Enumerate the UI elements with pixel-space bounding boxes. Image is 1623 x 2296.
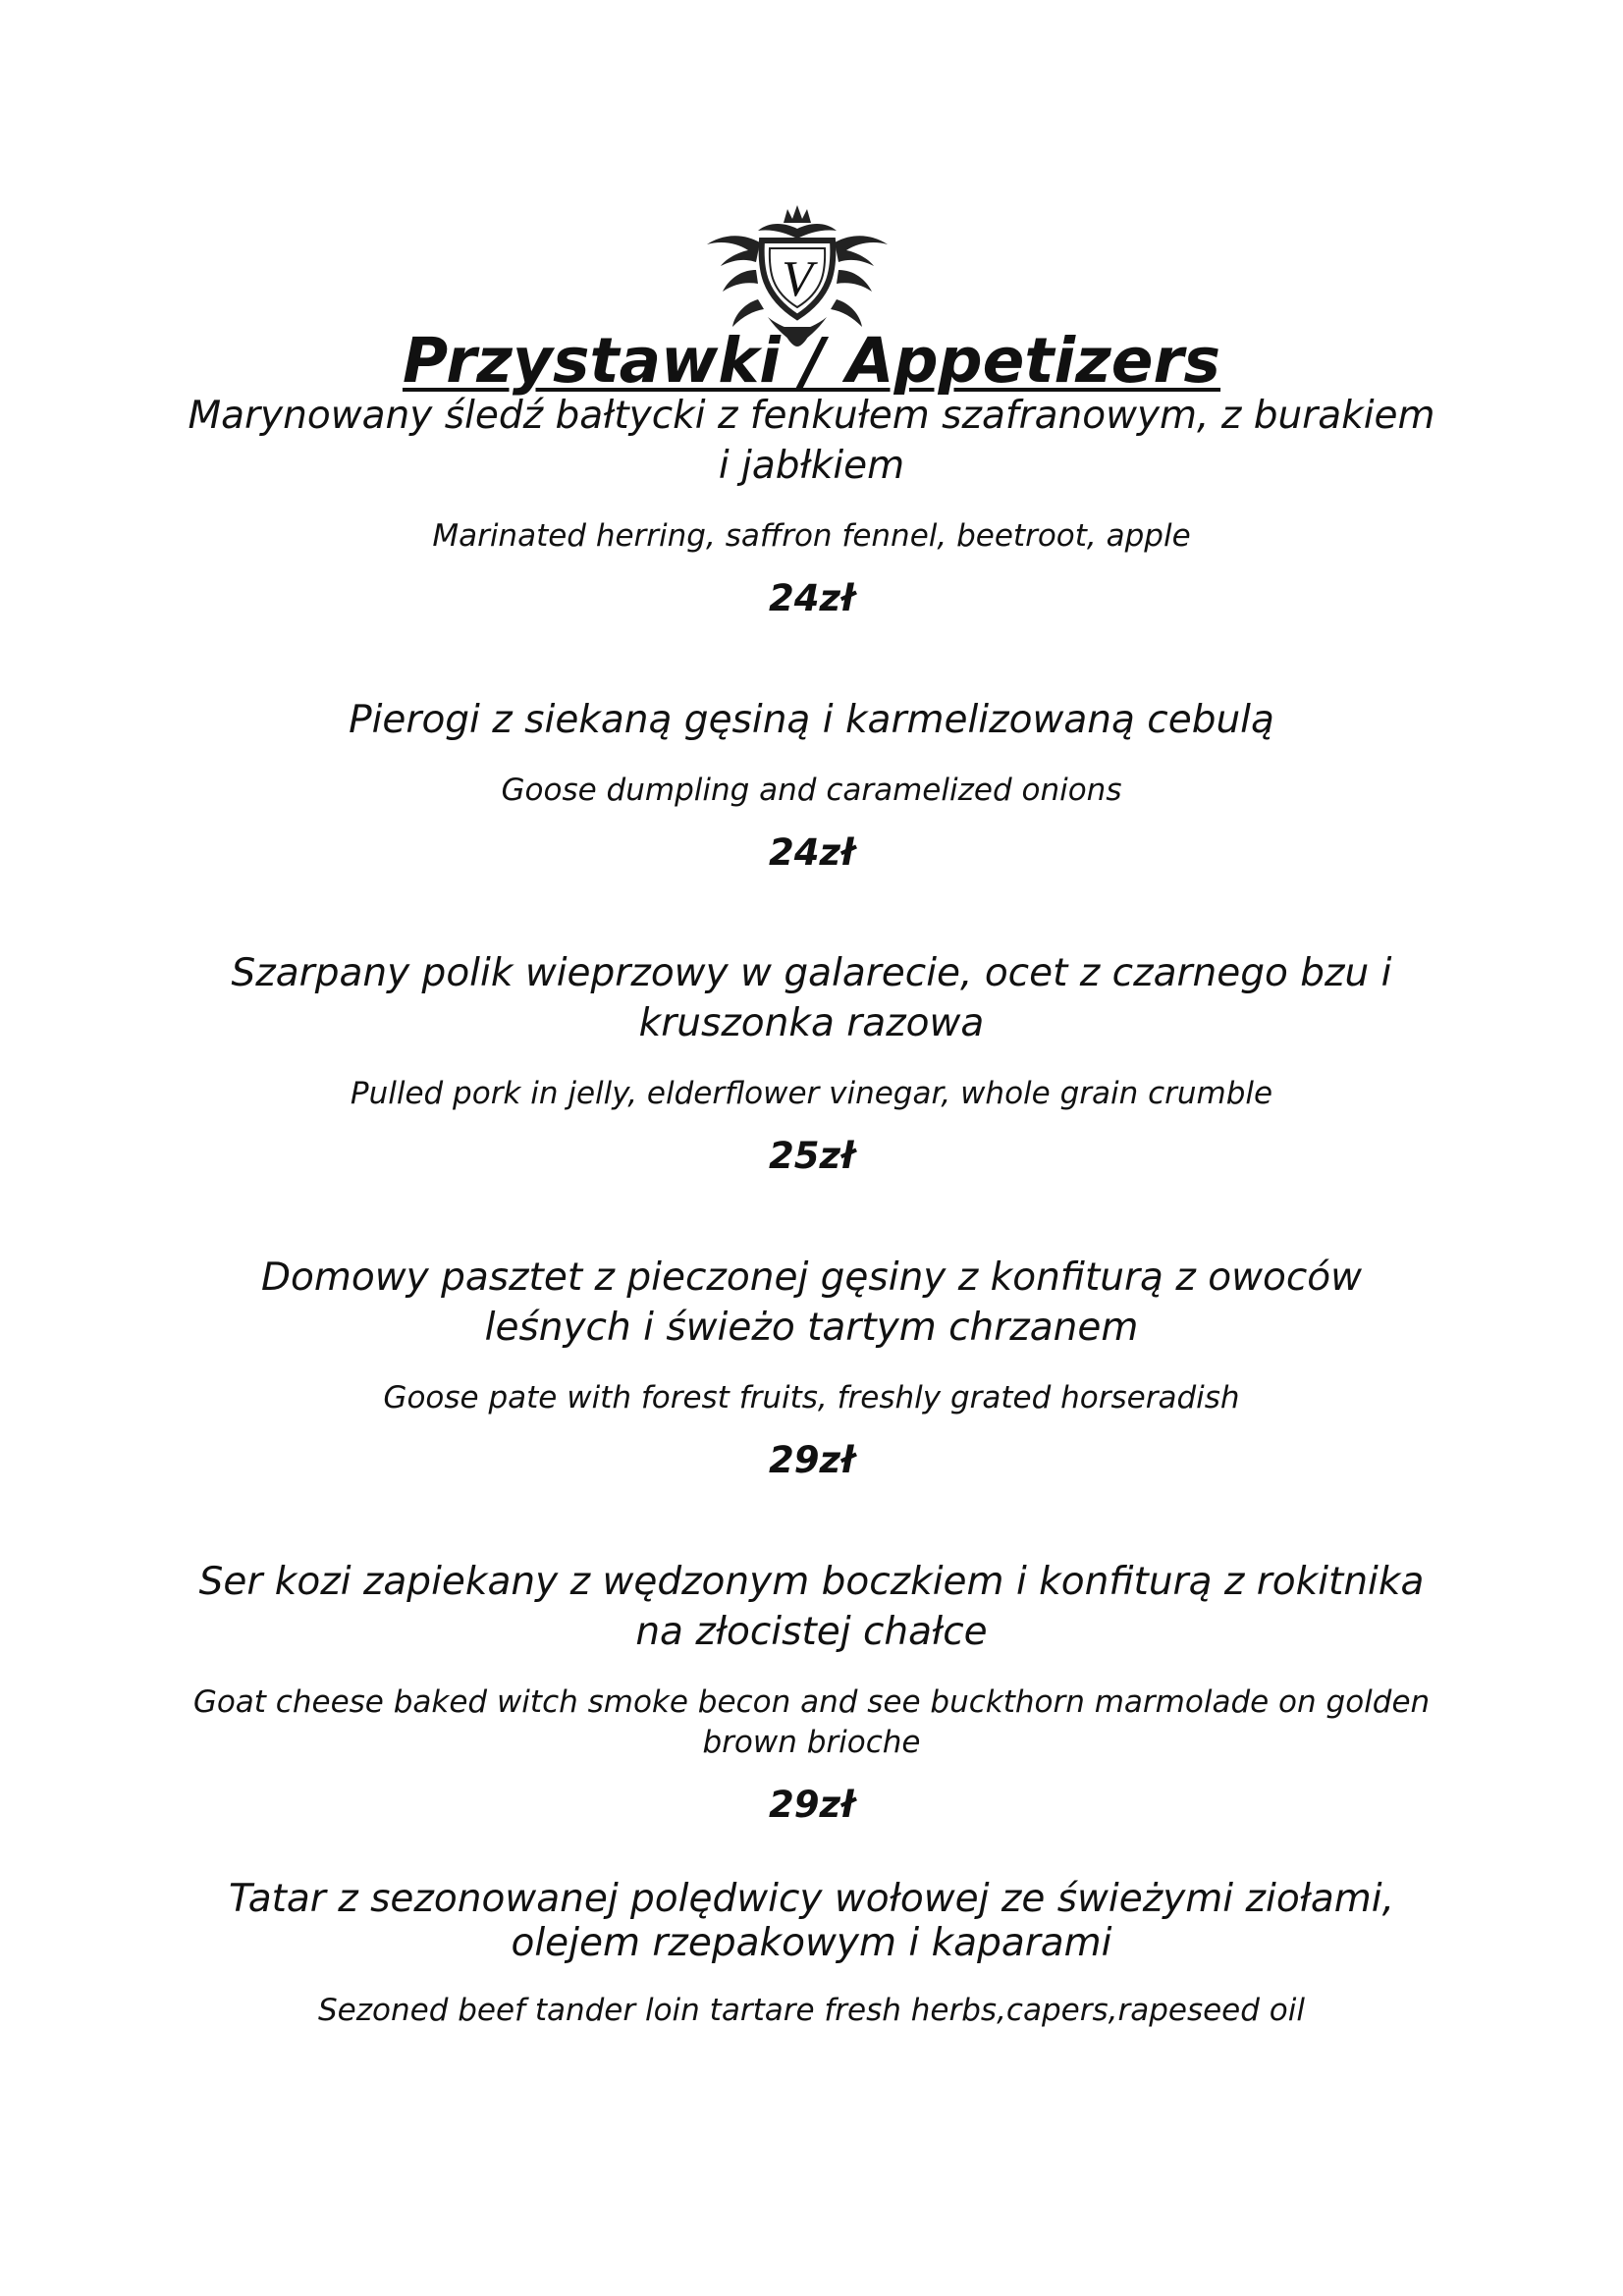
- dish-price: 24zł: [769, 577, 854, 619]
- dish-name-en: Goat cheese baked witch smoke becon and see buckthorn marmolade on golden brown brioche: [192, 1684, 1431, 1760]
- dish-name-en: Goose dumpling and caramelized onions: [501, 773, 1122, 808]
- menu-item: [0, 1557, 1623, 1829]
- dish-name-pl: Ser kozi zapiekany z wędzonym boczkiem i konfiturą z rokitnika na złocistej chałce: [198, 1560, 1425, 1654]
- menu-item: [0, 948, 1623, 1180]
- dish-name-pl: Pierogi z siekaną gęsiną i karmelizowaną cebulą: [349, 698, 1274, 742]
- page-title: Przystawki / Appetizers: [402, 325, 1221, 397]
- dish-price: 29zł: [769, 1439, 854, 1481]
- menu-item: [0, 391, 1623, 622]
- dish-price: 29zł: [769, 1784, 854, 1826]
- dish-name-pl: Szarpany polik wieprzowy w galarecie, ocet z czarnego bzu i kruszonka razowa: [231, 951, 1392, 1045]
- dish-price: 24zł: [769, 831, 854, 874]
- menu-item: [0, 1877, 1623, 2031]
- dish-name-en: Sezoned beef tander loin tartare fresh herbs,capers,rapeseed oil: [318, 1993, 1305, 2028]
- dish-name-pl: Tatar z sezonowanej polędwicy wołowej ze świeżymi ziołami, olejem rzepakowym i kaparami: [228, 1877, 1395, 1965]
- menu-item: [0, 1253, 1623, 1484]
- dish-name-pl: Domowy pasztet z pieczonej gęsiny z konfiturą z owoców leśnych i świeżo tartym chrzanem: [260, 1255, 1363, 1350]
- menu-item: [0, 695, 1623, 877]
- dish-name-pl: Marynowany śledź bałtycki z fenkułem szafranowym, z burakiem i jabłkiem: [188, 394, 1435, 488]
- logo-letter: V: [782, 251, 813, 307]
- dish-name-en: Pulled pork in jelly, elderflower vinegar, whole grain crumble: [350, 1076, 1273, 1111]
- dish-name-en: Goose pate with forest fruits, freshly grated horseradish: [383, 1380, 1240, 1415]
- dish-name-en: Marinated herring, saffron fennel, beetroot, apple: [432, 518, 1191, 554]
- dish-price: 25zł: [769, 1135, 854, 1177]
